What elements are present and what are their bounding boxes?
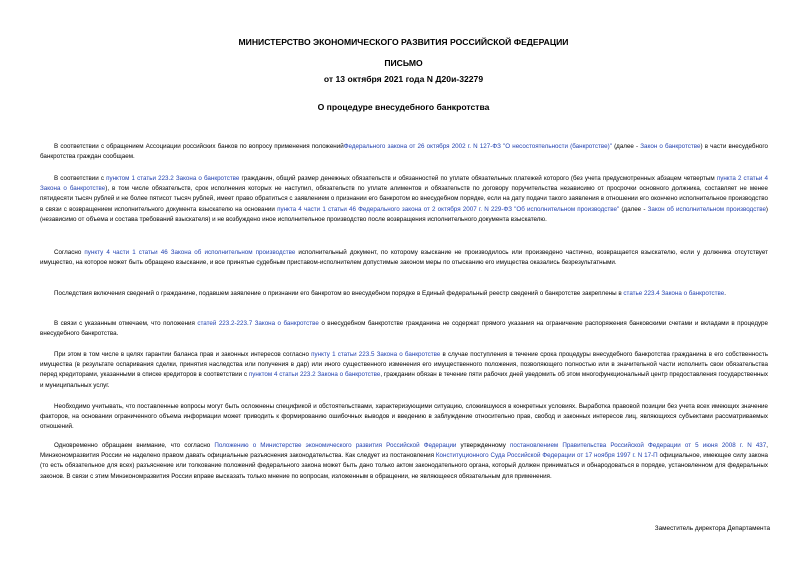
text: ) в части внесудебного банкротства граждан сообщаем. <box>40 143 769 161</box>
paragraph-5 <box>40 319 768 339</box>
document-subject: О процедуре внесудебного банкротства <box>317 102 490 112</box>
paragraph-7 <box>40 402 768 433</box>
paragraph-3 <box>40 248 768 268</box>
text: официальное, имеющее силу закона (то есть обязательное для всех) разъяснение или толкование положений федерального закона может быть дано только актом законодательного органа, который должен приниматься и обнародоваться в порядке, установленном для федеральных законов. В связи с этим Минэкономразвития России вправе высказать только мнение по вопросам, изложенным в обращении, не являющееся обязательным для применения. <box>40 452 769 480</box>
text: . <box>724 290 726 297</box>
text: Необходимо учитывать, что поставленные вопросы могут быть осложнены спецификой и обстоятельствами, характеризующими ситуацию, сложившуюся в конкретных условиях. Выработка правовой позиции без учета всех имеющих значение факторов, на основании ограниченного объема информации может приводить к формированию ошибочных выводов и введению в заблуждение относительно прав, свобод и законных интересов лиц, являющихся субъектами рассматриваемых отношений. <box>40 403 768 431</box>
text: Одновременно обращаем внимание, что согласно <box>54 442 215 449</box>
link-article-223-2-p4[interactable]: пунктом 4 статьи 223.2 Закона о банкротстве <box>248 371 381 379</box>
text: , гражданин обязан в течение пяти рабочих дней уведомить об этом многофункциональный центр предоставления государственных и муниципальных услуг. <box>40 371 768 389</box>
text: Согласно <box>54 249 85 256</box>
paragraph-2 <box>40 174 768 225</box>
paragraph-4 <box>40 289 768 299</box>
link-ministry-regulation[interactable]: Положению о Министерстве экономического развития Российской Федерации <box>214 442 457 449</box>
link-bankruptcy-law-short[interactable]: Закон о банкротстве <box>640 143 701 150</box>
text: (далее - <box>619 205 648 213</box>
link-enforcement-law-article-46[interactable]: пункта 4 части 1 статьи 46 Федерального закона от 2 октября 2007 г. N 229-ФЗ "Об исполнительном производстве" <box>277 205 620 213</box>
paragraph-1 <box>40 142 768 162</box>
text: Последствия включения сведений о гражданине, подавшем заявление о признании его банкротом во внесудебном порядке в Единый федеральный реестр сведений о банкротстве закреплены в <box>54 290 624 297</box>
link-article-223-5-p1[interactable]: пункту 1 статьи 223.5 Закона о банкротстве <box>311 351 441 358</box>
text: , Минэкономразвития России не наделено правом давать официальные разъяснения законодательства. Как следует из постановления <box>40 442 769 460</box>
paragraph-8 <box>40 441 768 482</box>
link-article-223-2-p1[interactable]: пунктом 1 статьи 223.2 Закона о банкротстве <box>106 175 240 182</box>
link-constitutional-court-17p[interactable]: Конституционного Суда Российской Федерации от 17 ноября 1997 г. N 17-П <box>435 452 658 460</box>
text: В соответствии с обращением Ассоциации российских банков по вопросу применения положений <box>54 143 344 150</box>
text: В связи с указанным отмечаем, что положения <box>54 320 198 327</box>
text: гражданин, общий размер денежных обязательств и обязанностей по уплате обязательных платежей которого (без учета предусмотренных абзацем четвертым <box>239 175 717 182</box>
link-article-4-p2[interactable]: пункта 2 статьи 4 Закона о банкротстве <box>40 175 768 193</box>
link-article-223-4[interactable]: статье 223.4 Закона о банкротстве <box>623 290 725 297</box>
ministry-heading: МИНИСТЕРСТВО ЭКОНОМИЧЕСКОГО РАЗВИТИЯ РОССИЙСКОЙ ФЕДЕРАЦИИ <box>238 37 569 47</box>
link-government-decree-437[interactable]: постановлением Правительства Российской Федерации от 5 июня 2008 г. N 437 <box>510 442 767 449</box>
document-type: ПИСЬМО <box>384 58 423 68</box>
text: В соответствии с <box>54 175 107 182</box>
link-enforcement-article-46-p4[interactable]: пункту 4 части 1 статьи 46 Закона об исполнительном производстве <box>84 249 296 256</box>
text: При этом в том числе в целях гарантии баланса прав и законных интересов согласно <box>54 351 312 358</box>
document-date-number: от 13 октября 2021 года N Д20и-32279 <box>323 74 484 84</box>
link-bankruptcy-law[interactable]: Федерального закона от 26 октября 2002 г. N 127-ФЗ "О несостоятельности (банкротстве)" <box>343 143 612 150</box>
text: (далее - <box>611 143 641 150</box>
text: о внесудебном банкротстве гражданина не содержат прямого указания на ограничение распоряжения банковскими счетами и вкладами в процедуре внесудебного банкротства. <box>40 320 768 338</box>
text: ), в том числе обязательств, срок исполнения которых не наступил, обязательств по уплате алиментов и обязательств по договору поручительства независимо от просрочки основного должника, составляет не менее пятидесяти тысяч рублей и не более пятисот тысяч рублей, имеет право обратиться с заявлением о признании его банкротом во внесудебном порядке, если на дату подачи такого заявления в отношении его окончено исполнительное производство в связи с возвращением исполнительного документа взыскателю на основании <box>40 185 768 213</box>
text: в случае поступления в течение срока процедуры внесудебного банкротства гражданина в его собственность имущества (в результате оспаривания сделки, принятия наследства или получения в дар) или иного существенного изменения его имущественного положения, позволяющего полностью или в значительной части исполнить свои обязательства перед кредиторами, указанными в списке кредиторов в соответствии с <box>40 351 768 379</box>
text: ) (независимо от объема и состава требований взыскателя) и не возбуждено иное исполнительное производство после возвращения исполнительного документа взыскателю. <box>40 205 769 223</box>
link-articles-223-2-223-7[interactable]: статей 223.2-223.7 Закона о банкротстве <box>197 320 319 327</box>
text: исполнительный документ, по которому взыскание не производилось или произведено частично, возвращается взыскателю, если у должника отсутствует имущество, на которое может быть обращено взыскание, и все принятые судебным приставом-исполнителем допустимые законом меры по отысканию его имущества оказались безрезультатными. <box>40 249 768 267</box>
paragraph-6 <box>40 350 768 391</box>
signature: Заместитель директора Департамента <box>654 525 770 532</box>
text: утвержденному <box>456 442 511 449</box>
link-enforcement-law-short[interactable]: Закон об исполнительном производстве <box>647 205 766 213</box>
